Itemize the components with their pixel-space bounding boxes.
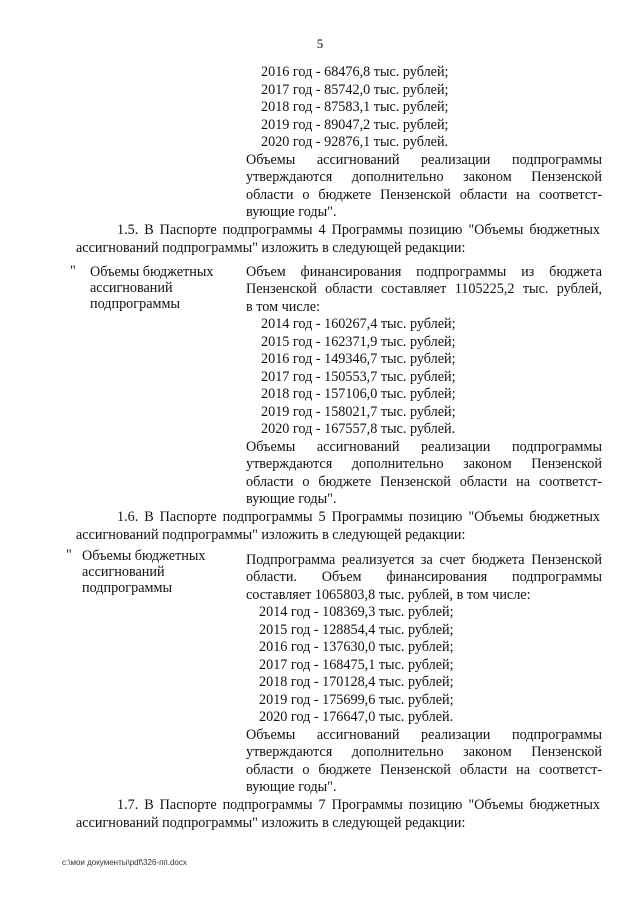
section-1-7-line2: ассигнований подпрограммы" изложить в следующей редакции:	[76, 815, 466, 831]
note-line: вующие годы".	[246, 204, 337, 220]
section-1-5-line2: ассигнований подпрограммы" изложить в следующей редакции:	[76, 240, 466, 256]
year-line: 2017 год - 85742,0 тыс. рублей;	[261, 82, 449, 98]
year-line: 2016 год - 68476,8 тыс. рублей;	[261, 64, 449, 80]
year-line: 2019 год - 158021,7 тыс. рублей;	[261, 404, 456, 420]
year-line: 2014 год - 108369,3 тыс. рублей;	[259, 604, 454, 620]
intro-line: в том числе:	[246, 299, 320, 315]
note-line: утверждаются дополнительно законом Пензенской	[246, 456, 602, 472]
year-line: 2015 год - 162371,9 тыс. рублей;	[261, 334, 456, 350]
year-line: 2014 год - 160267,4 тыс. рублей;	[261, 316, 456, 332]
year-line: 2019 год - 175699,6 тыс. рублей;	[259, 692, 454, 708]
year-line: 2016 год - 137630,0 тыс. рублей;	[259, 639, 454, 655]
section-1-5-line1: 1.5. В Паспорте подпрограммы 4 Программы позицию "Объемы бюджетных	[117, 222, 600, 238]
section-1-7-line1: 1.7. В Паспорте подпрограммы 7 Программы позицию "Объемы бюджетных	[117, 797, 600, 813]
note-line: области о бюджете Пензенской области на соответст-	[246, 474, 602, 490]
note-line: утверждаются дополнительно законом Пензенской	[246, 169, 602, 185]
intro-line: составляет 1065803,8 тыс. рублей, в том числе:	[246, 587, 531, 603]
year-line: 2020 год - 167557,8 тыс. рублей.	[261, 421, 456, 437]
footer-file-path: c:\мои документы\pdf\326-пп.docx	[62, 858, 187, 867]
left-label-line: подпрограммы	[90, 296, 180, 312]
intro-line: Подпрограмма реализуется за счет бюджета Пензенской	[246, 552, 602, 568]
year-line: 2015 год - 128854,4 тыс. рублей;	[259, 622, 454, 638]
left-label-line: Объемы бюджетных	[82, 548, 206, 564]
left-label-line: Объемы бюджетных	[90, 264, 214, 280]
year-line: 2017 год - 150553,7 тыс. рублей;	[261, 369, 456, 385]
intro-line: Объем финансирования подпрограммы из бюджета	[246, 264, 602, 280]
quote-mark: "	[66, 547, 72, 563]
note-line: Объемы ассигнований реализации подпрограммы	[246, 727, 602, 743]
page-number: 5	[316, 36, 324, 51]
year-line: 2016 год - 149346,7 тыс. рублей;	[261, 351, 456, 367]
left-label-line: ассигнований	[90, 280, 173, 296]
left-label-line: ассигнований	[82, 564, 165, 580]
year-line: 2018 год - 87583,1 тыс. рублей;	[261, 99, 449, 115]
year-line: 2020 год - 176647,0 тыс. рублей.	[259, 709, 454, 725]
intro-line: Пензенской области составляет 1105225,2 тыс. рублей,	[246, 281, 602, 297]
note-line: вующие годы".	[246, 491, 337, 507]
section-1-6-line2: ассигнований подпрограммы" изложить в следующей редакции:	[76, 527, 466, 543]
year-line: 2018 год - 170128,4 тыс. рублей;	[259, 674, 454, 690]
year-line: 2019 год - 89047,2 тыс. рублей;	[261, 117, 449, 133]
note-line: утверждаются дополнительно законом Пензенской	[246, 744, 602, 760]
year-line: 2017 год - 168475,1 тыс. рублей;	[259, 657, 454, 673]
note-line: области о бюджете Пензенской области на соответст-	[246, 762, 602, 778]
year-line: 2020 год - 92876,1 тыс. рублей.	[261, 134, 449, 150]
note-line: Объемы ассигнований реализации подпрограммы	[246, 439, 602, 455]
note-line: вующие годы".	[246, 779, 337, 795]
year-line: 2018 год - 157106,0 тыс. рублей;	[261, 386, 456, 402]
note-line: области о бюджете Пензенской области на соответст-	[246, 187, 602, 203]
quote-mark: "	[70, 263, 76, 279]
intro-line: области. Объем финансирования подпрограммы	[246, 569, 602, 585]
note-line: Объемы ассигнований реализации подпрограммы	[246, 152, 602, 168]
left-label-line: подпрограммы	[82, 580, 172, 596]
section-1-6-line1: 1.6. В Паспорте подпрограммы 5 Программы позицию "Объемы бюджетных	[117, 509, 600, 525]
